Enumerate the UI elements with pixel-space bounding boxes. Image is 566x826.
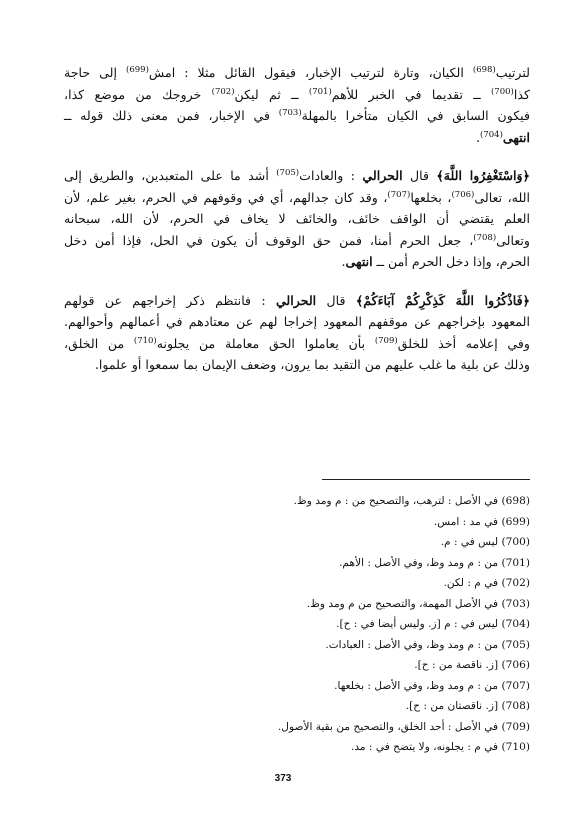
text-run: : فانتظم ذكر إخراجهم عن قولهم xyxy=(64,292,276,308)
text-run: في الإخبار، فمن معنى ذلك قوله ــ xyxy=(64,108,279,123)
text-run: ، جعل الحرم أمنا، فمن حق الوقوف أن يكون في الحل، فإذا أمن دخل xyxy=(64,232,474,248)
text-run: وتعالى xyxy=(496,232,530,248)
footnote: (705) من : م ومد وظ، وفي الأصل : العبادات. xyxy=(325,638,530,651)
text-run: ﴿فَاذْكُرُوا اللَّهَ كَذِكْرِكُمْ آبَاءَكُمْ﴾ xyxy=(355,292,531,308)
text-line xyxy=(64,208,530,230)
text-line xyxy=(64,251,530,273)
text-run: فيكون السابق في الكيان متأخرا بالمهلة xyxy=(301,108,530,123)
text-run: ﴿وَاسْتَغْفِرُوا اللَّهَ﴾ xyxy=(436,168,531,183)
paragraph xyxy=(64,62,530,148)
main-text xyxy=(64,62,530,393)
text-run: أشد ما على المتعبدين، والطريق إلى xyxy=(64,168,277,183)
text-run: . xyxy=(341,254,346,269)
text-run: الحرالي xyxy=(275,292,317,308)
text-run: : والعادات xyxy=(299,168,363,183)
footnote-ref: (707) xyxy=(387,189,411,200)
text-run: الحرالي xyxy=(362,168,403,183)
text-run: خروجك من موضع كذا، xyxy=(64,86,212,102)
footnote-ref: (701) xyxy=(308,86,332,97)
text-line xyxy=(64,333,530,355)
text-run: انتهى xyxy=(502,129,530,145)
footnote: (703) في الأصل المهمة، والتصحيح من م ومد وظ. xyxy=(306,597,530,610)
footnote-ref: (703) xyxy=(278,107,302,118)
text-run: لترتيب xyxy=(495,65,531,80)
footnote-ref: (705) xyxy=(276,167,300,178)
text-run: كذا xyxy=(513,86,530,102)
footnote-ref: (704) xyxy=(480,129,503,140)
footnote: (707) من : م ومد وظ، وفي الأصل : بخلعها. xyxy=(334,679,530,692)
text-line xyxy=(64,354,530,376)
text-line xyxy=(64,165,530,187)
text-run: ، بخلعها xyxy=(410,189,452,205)
text-run: وذلك عن بلية ما غلب عليهم من التقيد بما يرون، وضعف الإيمان بما سمعوا أو علموا. xyxy=(94,357,530,372)
footnote-ref: (700) xyxy=(490,86,514,97)
text-run: ــ تقديما في الخبر للأهم xyxy=(331,86,491,102)
text-run: قال xyxy=(402,168,437,183)
footnote: (704) ليس في : م [ز. وليس أيضا في : ح]. xyxy=(336,618,530,630)
paragraph xyxy=(64,290,530,376)
footnote: (702) في م : لكن. xyxy=(443,577,530,589)
text-run: الله، تعالى xyxy=(474,189,530,205)
footnote-ref: (699) xyxy=(126,64,149,75)
text-line xyxy=(64,290,530,312)
text-line xyxy=(64,84,530,106)
footnote: (709) في الأصل : أحد الخلق، والتصحيح من بقية الأصول. xyxy=(277,720,530,733)
footnote: (701) من : م ومد وظ، وفي الأصل : الأهم. xyxy=(339,556,530,569)
footnote: (706) [ز. ناقصة من : ح]. xyxy=(414,659,530,671)
footnote-ref: (706) xyxy=(451,189,475,200)
footnote: (710) في م : يجلونه، ولا يتضح في : مد. xyxy=(350,741,530,753)
footnote-ref: (709) xyxy=(374,335,398,346)
text-line xyxy=(64,62,530,84)
footnote: (700) ليس في : م. xyxy=(440,536,530,548)
footnote-ref: (710) xyxy=(133,335,157,346)
text-line xyxy=(64,105,530,127)
paragraph xyxy=(64,165,530,273)
footnote: (708) [ز. ناقصتان من : ح]. xyxy=(405,700,530,712)
text-run: ــ ثم ليكن xyxy=(234,86,309,102)
text-run: وفي إعلامه أخذ للخلق xyxy=(397,335,530,351)
text-run: بأن يعاملوا الحق معاملة من يجلونه xyxy=(156,335,375,351)
text-run: . xyxy=(475,129,480,145)
text-run: المعهود بإخراجهم عن موقفهم المعهود إخراجا لهم عن معتادهم في أعمالهم وأحوالهم. xyxy=(64,314,530,329)
text-run: الكيان، وتارة لترتيب الإخبار، فيقول القائل مثلا : امش xyxy=(148,65,473,80)
footnote-ref: (702) xyxy=(211,86,235,97)
footnote: (698) في الأصل : لترهب، والتصحيح من : م ومد وظ. xyxy=(293,495,530,507)
text-line xyxy=(64,187,530,209)
text-line xyxy=(64,230,530,252)
text-line xyxy=(64,311,530,333)
text-run: انتهى xyxy=(345,254,373,269)
text-run: من الخلق، xyxy=(64,335,134,351)
text-run: إلى حاجة xyxy=(64,65,127,80)
footnote-ref: (708) xyxy=(473,232,497,243)
footnote: (699) في مد : امس. xyxy=(433,515,530,528)
footnote-separator xyxy=(322,479,530,480)
text-line xyxy=(64,127,530,149)
footnotes xyxy=(64,491,530,758)
text-run: العلم يقتضي أن الواقف خائف، والخائف لا يخاف في الحرم، لأن الله، سبحانه xyxy=(64,211,530,226)
text-run: الحرم، وإذا دخل الحرم أمن ــ xyxy=(372,254,530,269)
text-run: ، وقد كان جدالهم، أي في وقوفهم في الحرم، بغير علم، لأن xyxy=(64,189,388,205)
page-number: 373 xyxy=(274,773,292,784)
footnote-ref: (698) xyxy=(472,64,496,75)
text-run: قال xyxy=(316,292,356,308)
